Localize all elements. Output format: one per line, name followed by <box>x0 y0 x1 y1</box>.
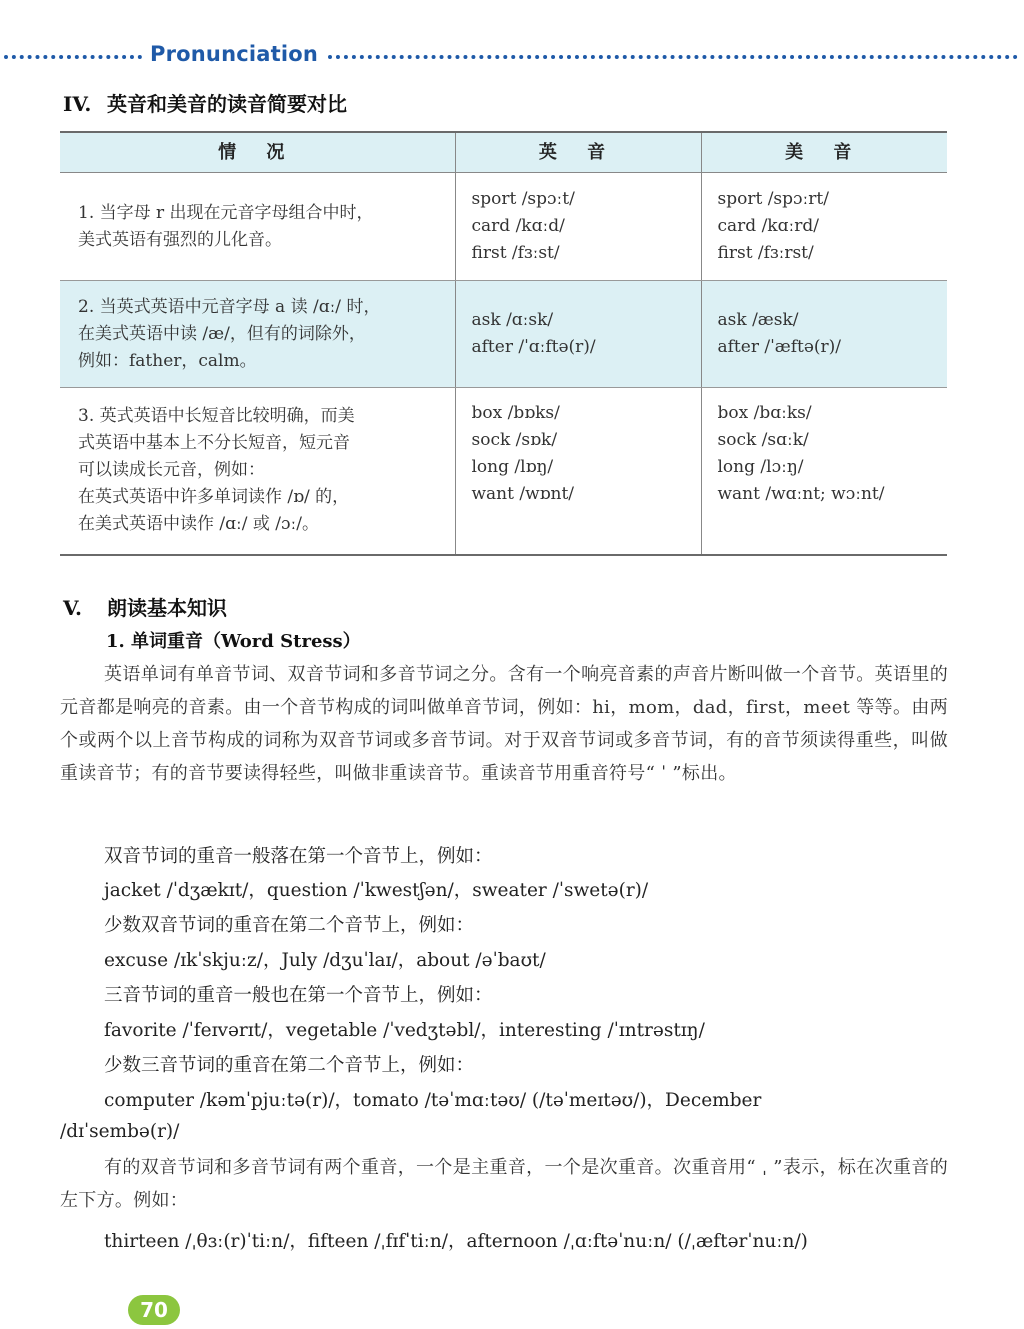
cell-line: ask /æsk/ <box>717 310 799 330</box>
cell-line: long /lɔːŋ/ <box>717 457 804 477</box>
cell-line: sport /spɔːt/ <box>471 189 575 209</box>
section-5-number: V. <box>63 596 82 620</box>
header-dotted-rule-left <box>4 55 142 59</box>
text-line: 少数三音节词的重音在第二个音节上，例如： <box>104 1055 475 1076</box>
american-cell <box>701 281 947 388</box>
cell-line: first /fɜːst/ <box>471 243 560 263</box>
section-5-title: 朗读基本知识 <box>107 596 227 620</box>
example-line: jacket /ˈdʒækɪt/，question /ˈkwestʃən/，sweater /ˈswetə(r)/ <box>104 880 649 901</box>
situation-cell <box>60 388 455 555</box>
example-line-continued: /dɪˈsembə(r)/ <box>60 1121 180 1142</box>
col-header-american: 美 音 <box>701 132 947 173</box>
cell-line: long /lɒŋ/ <box>471 457 554 477</box>
cell-line: first /fɜːrst/ <box>717 243 814 263</box>
secondary-stress-text: 有的双音节词和多音节词有两个重音，一个是主重音，一个是次重音。次重音用“ ˌ ”表示，标在次重音的左下方。例如： <box>60 1157 948 1211</box>
cell-line: 可以读成长元音，例如： <box>78 460 265 481</box>
section-4-title: 英音和美音的读音简要对比 <box>107 92 347 116</box>
intro-paragraph-text: 英语单词有单音节词、双音节词和多音节词之分。含有一个响亮音素的声音片断叫做一个音节。英语里的元音都是响亮的音素。由一个音节构成的词叫做单音节词，例如：hi，mom，dad，first，meet 等等。由两个或两个以上音节构成的词称为双音节词或多音节词。对于双音节词或多音节词，有的音节须读得重些，叫做重读音节；有的音节要读得轻些，叫做非重读音节。重读音节用重音符号“ ˈ ”标出。 <box>60 664 948 784</box>
secondary-stress-paragraph <box>60 1151 948 1217</box>
cell-line: 美式英语有强烈的儿化音。 <box>78 229 282 250</box>
american-cell <box>701 173 947 281</box>
cell-line: 2. 当英式英语中元音字母 a 读 /ɑː/ 时， <box>78 296 381 317</box>
cell-line: 1. 当字母 r 出现在元音字母组合中时， <box>78 202 374 223</box>
text-line: 三音节词的重音一般也在第一个音节上，例如： <box>104 985 493 1006</box>
cell-line: after /ˈɑːftə(r)/ <box>471 337 596 357</box>
example-line: excuse /ɪkˈskjuːz/，July /dʒuˈlaɪ/，about /əˈbaʊt/ <box>104 950 546 971</box>
cell-line: box /bɒks/ <box>471 403 560 423</box>
section-4-number: IV. <box>63 92 92 116</box>
cell-line: sock /sɑːk/ <box>717 430 809 450</box>
cell-line: 在英式英语中许多单词读作 /ɒ/ 的， <box>78 487 350 508</box>
british-cell <box>455 281 701 388</box>
cell-line: want /wɑːnt; wɔːnt/ <box>717 484 885 504</box>
cell-line: sport /spɔːrt/ <box>717 189 829 209</box>
table-row <box>60 173 947 281</box>
cell-line: 例如：father，calm。 <box>78 350 257 371</box>
british-cell <box>455 388 701 555</box>
cell-line: card /kɑːrd/ <box>717 216 819 236</box>
page-number-badge: 70 <box>128 1295 180 1325</box>
comparison-table <box>60 131 947 556</box>
example-line: thirteen /ˌθɜː(r)ˈtiːn/，fifteen /ˌfɪfˈtiːn/，afternoon /ˌɑːftəˈnuːn/ (/ˌæftərˈnuːn/) <box>104 1231 808 1252</box>
table-header-row <box>60 132 947 173</box>
text-line: 双音节词的重音一般落在第一个音节上，例如： <box>104 846 493 867</box>
cell-line: 3. 英式英语中长短音比较明确，而美 <box>78 406 355 427</box>
subsection-heading: 1. 单词重音（Word Stress） <box>106 631 361 652</box>
british-cell <box>455 173 701 281</box>
page-header <box>0 40 1024 74</box>
example-line: favorite /ˈfeɪvərɪt/，vegetable /ˈvedʒtəbl/，interesting /ˈɪntrəstɪŋ/ <box>104 1020 705 1041</box>
text-line: 少数双音节词的重音在第二个音节上，例如： <box>104 915 475 936</box>
cell-line: want /wɒnt/ <box>471 484 575 504</box>
cell-line: after /ˈæftə(r)/ <box>717 337 842 357</box>
col-header-british: 英 音 <box>455 132 701 173</box>
cell-line: ask /ɑːsk/ <box>471 310 554 330</box>
intro-paragraph <box>60 658 948 790</box>
cell-line: box /bɑːks/ <box>717 403 812 423</box>
header-dotted-rule-right <box>328 55 1018 59</box>
cell-line: 在美式英语中读作 /ɑː/ 或 /ɔː/。 <box>78 514 319 535</box>
section-4-heading <box>63 88 347 117</box>
cell-line: card /kɑːd/ <box>471 216 565 236</box>
american-cell <box>701 388 947 555</box>
table-row <box>60 388 947 555</box>
cell-line: sock /sɒk/ <box>471 430 558 450</box>
header-title: Pronunciation <box>150 42 319 66</box>
col-header-situation: 情 况 <box>60 132 455 173</box>
cell-line: 式英语中基本上不分长短音，短元音 <box>78 433 350 454</box>
situation-cell <box>60 173 455 281</box>
situation-cell <box>60 281 455 388</box>
cell-line: 在美式英语中读 /æ/，但有的词除外， <box>78 323 366 344</box>
section-5-heading <box>63 592 227 621</box>
example-line: computer /kəmˈpjuːtə(r)/，tomato /təˈmɑːtəʊ/ (/təˈmeɪtəʊ/)，December <box>104 1090 762 1111</box>
table-row <box>60 281 947 388</box>
